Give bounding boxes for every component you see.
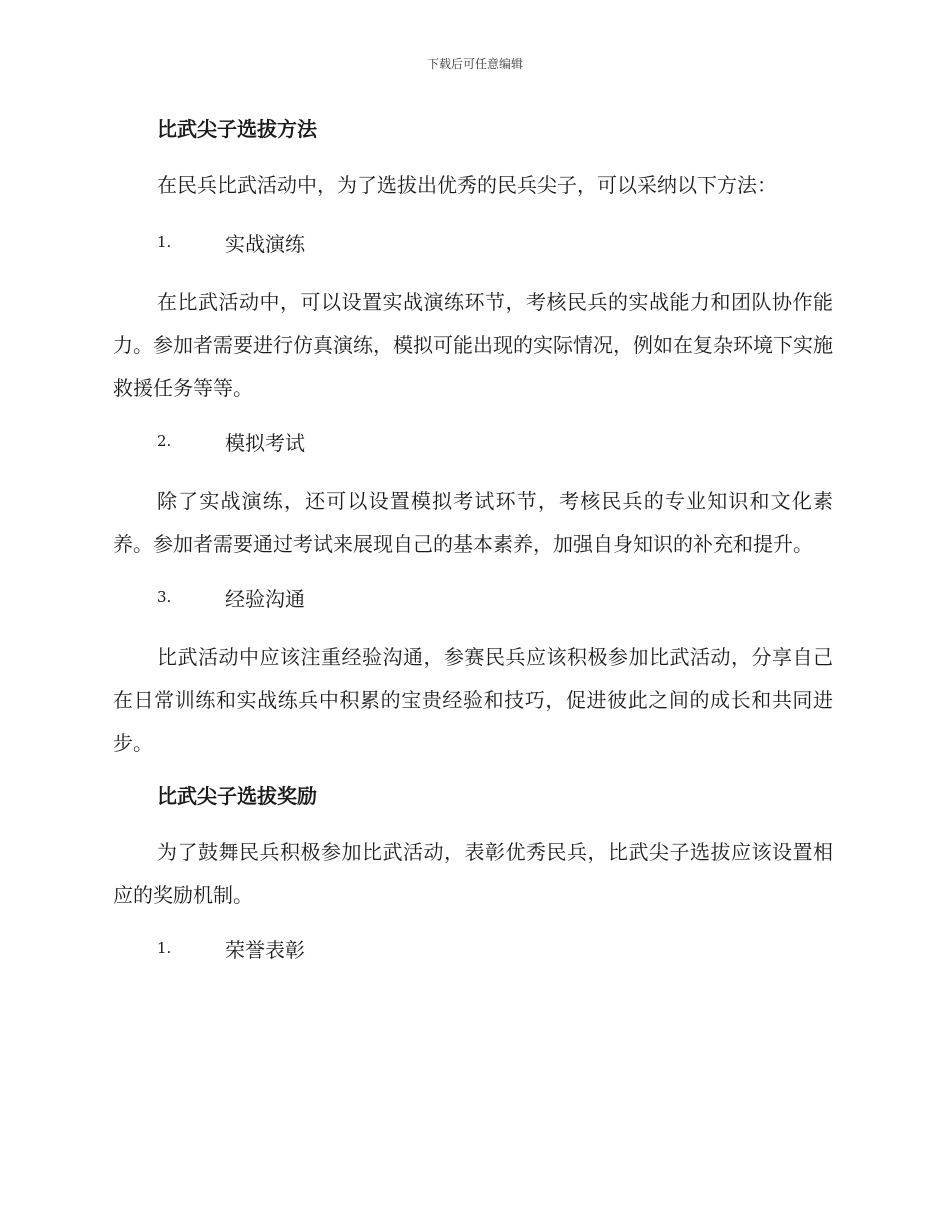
- reward-list-item-1: [113, 931, 833, 965]
- list-number: 1.: [157, 233, 172, 251]
- list-label: 实战演练: [225, 231, 305, 256]
- paragraph-item-2: 除了实战演练，还可以设置模拟考试环节，考核民兵的专业知识和文化素养。参加者需要通过考试来展现自己的基本素养，加强自身知识的补充和提升。: [113, 489, 833, 556]
- list-number: 1.: [157, 939, 172, 957]
- section-heading-reward: 比武尖子选拔奖励: [157, 784, 317, 808]
- section-heading-method: 比武尖子选拔方法: [157, 117, 317, 141]
- header-note: 下载后可任意编辑: [426, 57, 523, 71]
- list-label: 荣誉表彰: [225, 937, 305, 962]
- list-label: 模拟考试: [225, 430, 305, 455]
- list-number: 2.: [157, 432, 172, 450]
- paragraph-item-3: 比武活动中应该注重经验沟通，参赛民兵应该积极参加比武活动，分享自己在日常训练和实战练兵中积累的宝贵经验和技巧，促进彼此之间的成长和共同进步。: [113, 645, 833, 755]
- document-body: [113, 112, 833, 987]
- list-item-3: [113, 580, 833, 614]
- list-item-2: [113, 424, 833, 458]
- list-item-1: [113, 225, 833, 259]
- intro-paragraph: 在民兵比武活动中，为了选拔出优秀的民兵尖子，可以采纳以下方法：: [157, 173, 777, 197]
- paragraph-item-1: 在比武活动中，可以设置实战演练环节，考核民兵的实战能力和团队协作能力。参加者需要进行仿真演练，模拟可能出现的实际情况，例如在复杂环境下实施救援任务等等。: [113, 290, 833, 400]
- list-number: 3.: [157, 588, 172, 606]
- list-label: 经验沟通: [225, 586, 305, 611]
- reward-intro-paragraph: 为了鼓舞民兵积极参加比武活动，表彰优秀民兵，比武尖子选拔应该设置相应的奖励机制。: [113, 840, 833, 907]
